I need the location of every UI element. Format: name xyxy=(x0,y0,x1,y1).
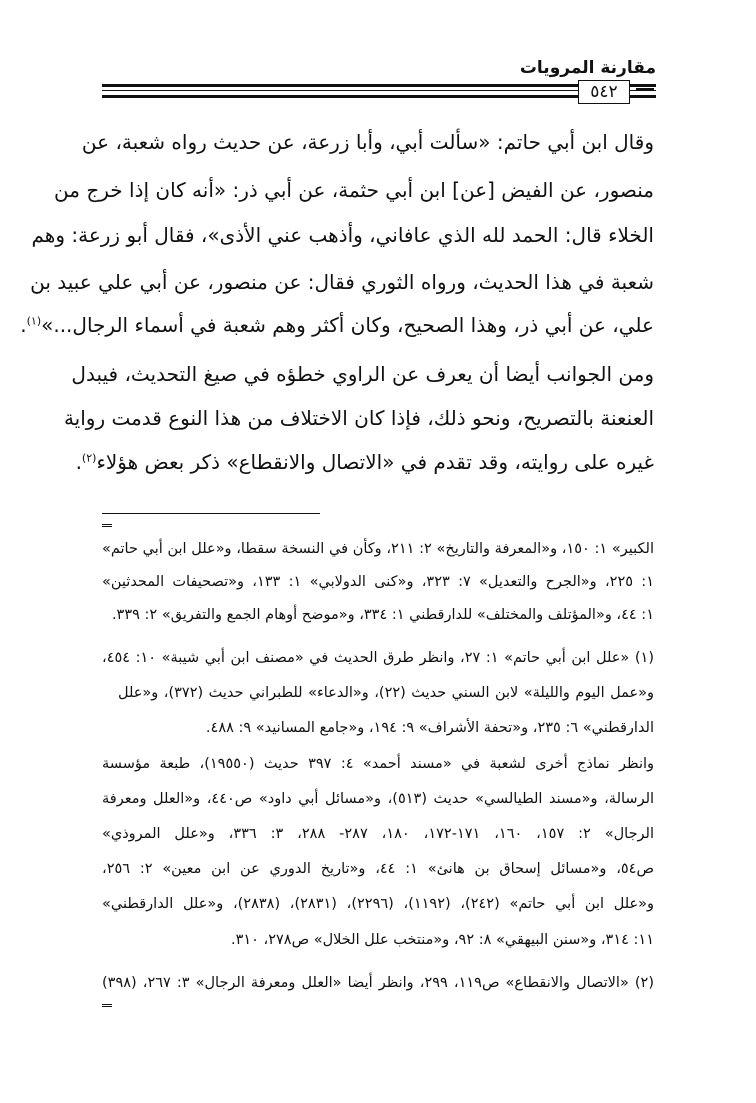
body-line: ومن الجوانب أيضا أن يعرف عن الراوي خطؤه في صيغ التحديث، فيبدل xyxy=(71,362,654,386)
footnote-line: الرجال» ٢: ١٥٧، ١٦٠، ١٧١-١٧٢، ١٨٠، ٢٨٧- ٢٨٨، ٣: ٣٣٦، و«علل المروذي» xyxy=(102,826,654,842)
body-line: وقال ابن أبي حاتم: «سألت أبي، وأبا زرعة، عن حديث رواه شعبة، عن xyxy=(81,130,654,154)
footnote-line: ١: ٤٤، و«المؤتلف والمختلف» للدارقطني ١: ٣٣٤، و«موضح أوهام الجمع والتفريق» ٢: ٣٣٩. xyxy=(111,607,654,623)
footnote-line: ص٥٤، و«مسائل إسحاق بن هانئ» ١: ٤٤، و«تاريخ الدوري عن ابن معين» ٢: ٢٥٦، xyxy=(102,861,654,877)
footnote-line: الكبير» ١: ١٥٠، و«المعرفة والتاريخ» ٢: ٢١١، وكأن في النسخة سقطا، و«علل ابن أبي حاتم» xyxy=(102,541,654,557)
body-line-last xyxy=(75,450,654,474)
header-rule-middle xyxy=(102,90,656,91)
footnote-2-line: (٢) «الاتصال والانقطاع» ص١١٩، ٢٩٩، وانظر أيضا «العلل ومعرفة الرجال» ٣: ٢٦٧، (٣٩٨) xyxy=(102,975,655,991)
footnote-line: ١١: ٣١٤، و«سنن البيهقي» ٨: ٩٢، و«منتخب علل الخلال» ص٢٧٨، ٣١٠. xyxy=(230,932,654,948)
footnote-ref-2: (٢) xyxy=(81,451,97,465)
continuation-mark xyxy=(102,524,112,527)
page-number-rule-bottom xyxy=(636,95,654,97)
footnote-1-line: (١) «علل ابن أبي حاتم» ١: ٢٧، وانظر طرق الحديث في «مصنف ابن أبي شيبة» ١٠: ٤٥٤، xyxy=(102,650,654,666)
footnote-separator xyxy=(102,513,320,514)
footnote-line: الدارقطني» ٦: ٢٣٥، و«تحفة الأشراف» ٩: ١٩٤، و«جامع المسانيد» ٩: ٤٨٨. xyxy=(205,720,654,736)
body-text: غيره على روايته، وقد تقدم في «الاتصال والانقطاع» ذكر بعض هؤلاء xyxy=(96,450,654,474)
body-line: شعبة في هذا الحديث، ورواه الثوري فقال: عن منصور، عن أبي علي عبيد بن xyxy=(30,270,654,294)
full-stop: . xyxy=(75,450,82,474)
footnote-line: ١: ٢٢٥، و«الجرح والتعديل» ٧: ٣٢٣، و«كنى الدولابي» ١: ١٣٣، و«تصحيفات المحدثين» xyxy=(102,574,654,590)
continuation-mark xyxy=(102,1004,112,1007)
footnote-line: و«علل ابن أبي حاتم» (٢٤٢)، (١١٩٢)، (٢٢٩٦)، (٢٨٣١)، (٢٨٣٨)، و«علل الدارقطني» xyxy=(102,896,655,912)
running-title: مقارنة المرويات xyxy=(519,58,656,78)
body-line: منصور، عن الفيض [عن] ابن أبي حثمة، عن أبي ذر: «أنه كان إذا خرج من xyxy=(54,178,654,202)
body-line: الخلاء قال: الحمد لله الذي عافاني، وأذهب عني الأذى»، فقال أبو زرعة: وهم xyxy=(31,223,654,247)
footnote-line: و«عمل اليوم والليلة» لابن السني حديث (٢٢)، و«الدعاء» للطبراني حديث (٣٧٢)، و«علل xyxy=(118,685,654,701)
page-number: ٥٤٢ xyxy=(578,80,630,104)
header-rule-bottom xyxy=(102,95,656,98)
footnote-line: وانظر نماذج أخرى لشعبة في «مسند أحمد» ٤: ٣٩٧ حديث (١٩٥٥٠)، طبعة مؤسسة xyxy=(102,756,655,772)
body-text: علي، عن أبي ذر، وهذا الصحيح، وكان أكثر وهم شعبة في أسماء الرجال...» xyxy=(41,313,654,337)
footnote-ref-1: (١) xyxy=(26,314,42,328)
page-number-rule-top xyxy=(636,88,654,90)
header-rule-top xyxy=(102,84,656,87)
body-line: العنعنة بالتصريح، ونحو ذلك، فإذا كان الاختلاف من هذا النوع قدمت رواية xyxy=(63,406,654,430)
body-line-last xyxy=(20,313,654,337)
full-stop: . xyxy=(20,313,27,337)
footnote-line: الرسالة، و«مسند الطيالسي» حديث (٥١٣)، و«مسائل أبي داود» ص٤٤٠، و«العلل ومعرفة xyxy=(102,791,655,807)
